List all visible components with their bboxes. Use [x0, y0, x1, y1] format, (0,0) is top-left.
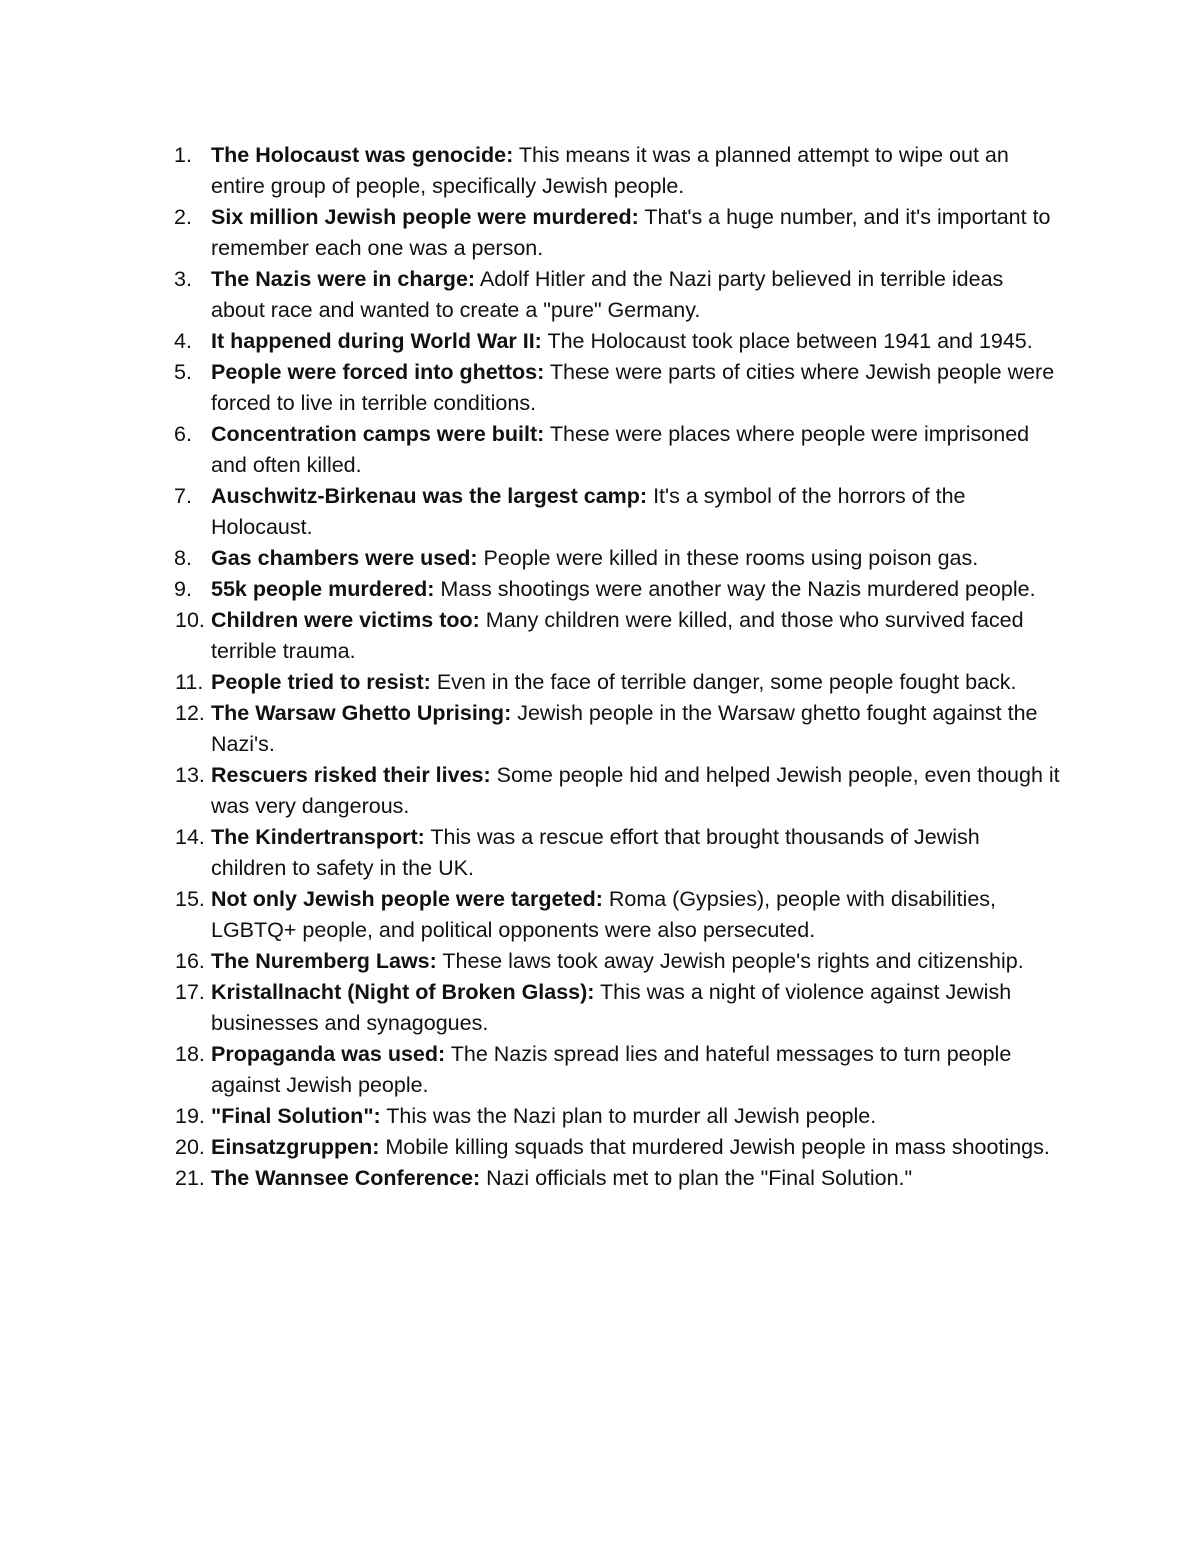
item-term: Children were victims too: [211, 608, 480, 632]
item-number: 2. [174, 205, 192, 229]
item-number: 1. [174, 143, 192, 167]
item-text: These were parts of cities where Jewish people were forced to live in terrible conditions. [211, 360, 1055, 415]
item-number: 10. [175, 608, 205, 632]
list-item [160, 977, 1060, 1039]
item-number: 16. [175, 949, 205, 973]
item-term: Propaganda was used: [211, 1042, 446, 1066]
item-number: 18. [175, 1042, 205, 1066]
item-text: This was the Nazi plan to murder all Jewish people. [380, 1104, 877, 1128]
item-text: Mass shootings were another way the Nazis murdered people. [434, 577, 1036, 601]
list-item [160, 1132, 1060, 1163]
list-item [160, 698, 1060, 760]
item-text: These laws took away Jewish people's rights and citizenship. [436, 949, 1024, 973]
item-text: Nazi officials met to plan the "Final Solution." [480, 1166, 913, 1190]
item-term: Gas chambers were used: [211, 546, 478, 570]
item-number: 9. [174, 577, 192, 601]
item-number: 14. [175, 825, 205, 849]
item-text: Roma (Gypsies), people with disabilities, LGBTQ+ people, and political opponents were also persecuted. [211, 887, 997, 942]
item-number: 20. [175, 1135, 205, 1159]
list-item [160, 1101, 1060, 1132]
item-number: 7. [174, 484, 192, 508]
list-item [160, 884, 1060, 946]
item-term: Concentration camps were built: [211, 422, 545, 446]
item-number: 13. [175, 763, 205, 787]
list-item [160, 1039, 1060, 1101]
list-item [160, 543, 1060, 574]
list-item [160, 667, 1060, 698]
list-item [160, 140, 1060, 202]
item-text: Even in the face of terrible danger, some people fought back. [430, 670, 1017, 694]
list-item [160, 760, 1060, 822]
list-item [160, 574, 1060, 605]
item-term: The Kindertransport: [211, 825, 425, 849]
item-number: 19. [175, 1104, 205, 1128]
item-term: Auschwitz-Birkenau was the largest camp: [211, 484, 648, 508]
list-item [160, 357, 1060, 419]
item-term: The Wannsee Conference: [211, 1166, 481, 1190]
item-term: Kristallnacht (Night of Broken Glass): [211, 980, 595, 1004]
item-text: Many children were killed, and those who survived faced terrible trauma. [211, 608, 1024, 663]
item-term: "Final Solution": [211, 1104, 381, 1128]
item-number: 3. [174, 267, 192, 291]
list-item [160, 822, 1060, 884]
item-text: This was a rescue effort that brought thousands of Jewish children to safety in the UK. [211, 825, 980, 880]
item-text: These were places where people were imprisoned and often killed. [211, 422, 1030, 477]
item-number: 11. [175, 670, 204, 694]
item-number: 5. [174, 360, 192, 384]
item-term: People tried to resist: [211, 670, 431, 694]
item-text: The Holocaust took place between 1941 and 1945. [541, 329, 1033, 353]
fact-list [160, 140, 1060, 1194]
list-item [160, 326, 1060, 357]
item-number: 17. [175, 980, 205, 1004]
item-number: 15. [175, 887, 205, 911]
item-term: Not only Jewish people were targeted: [211, 887, 603, 911]
item-term: Rescuers risked their lives: [211, 763, 491, 787]
item-number: 12. [175, 701, 205, 725]
item-term: The Warsaw Ghetto Uprising: [211, 701, 512, 725]
item-number: 21. [175, 1166, 205, 1190]
item-term: The Holocaust was genocide: [211, 143, 514, 167]
item-text: Mobile killing squads that murdered Jewish people in mass shootings. [379, 1135, 1050, 1159]
item-term: People were forced into ghettos: [211, 360, 545, 384]
list-item [160, 202, 1060, 264]
item-text: That's a huge number, and it's important to remember each one was a person. [211, 205, 1051, 260]
item-text: This was a night of violence against Jewish businesses and synagogues. [211, 980, 1012, 1035]
item-text: It's a symbol of the horrors of the Holocaust. [211, 484, 966, 539]
item-text: This means it was a planned attempt to wipe out an entire group of people, specifically Jewish people. [211, 143, 1009, 198]
item-term: The Nuremberg Laws: [211, 949, 437, 973]
item-text: Adolf Hitler and the Nazi party believed in terrible ideas about race and wanted to create a "pure" Germany. [211, 267, 1004, 322]
item-term: It happened during World War II: [211, 329, 542, 353]
item-term: Einsatzgruppen: [211, 1135, 380, 1159]
item-number: 4. [174, 329, 192, 353]
item-text: Jewish people in the Warsaw ghetto fought against the Nazi's. [211, 701, 1038, 756]
list-item [160, 946, 1060, 977]
list-item [160, 1163, 1060, 1194]
list-item [160, 419, 1060, 481]
item-number: 6. [174, 422, 192, 446]
item-term: Six million Jewish people were murdered: [211, 205, 639, 229]
item-text: People were killed in these rooms using poison gas. [477, 546, 979, 570]
list-item [160, 264, 1060, 326]
item-term: The Nazis were in charge: [211, 267, 476, 291]
item-text: Some people hid and helped Jewish people, even though it was very dangerous. [211, 763, 1060, 818]
item-number: 8. [174, 546, 192, 570]
list-item [160, 481, 1060, 543]
item-term: 55k people murdered: [211, 577, 435, 601]
item-text: The Nazis spread lies and hateful messages to turn people against Jewish people. [211, 1042, 1012, 1097]
list-item [160, 605, 1060, 667]
